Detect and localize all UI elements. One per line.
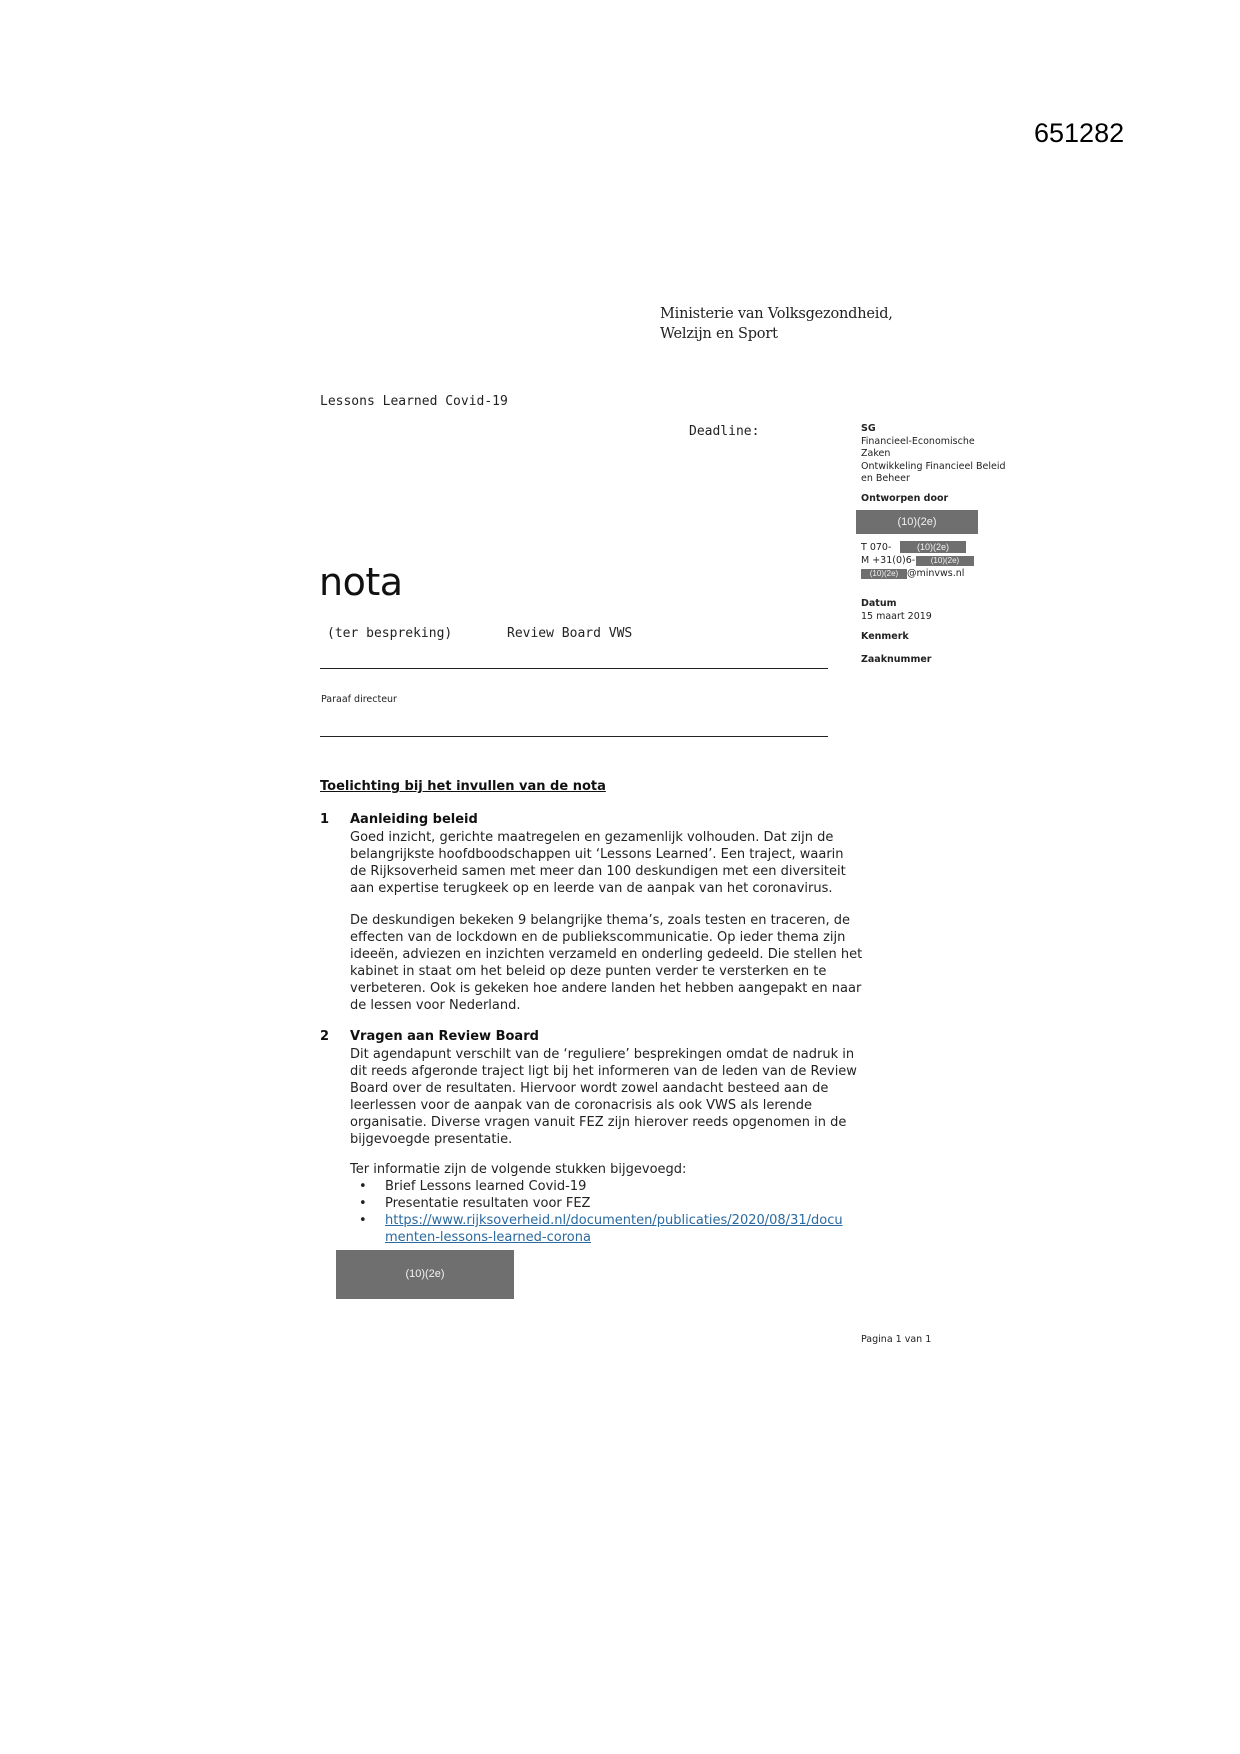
section-paragraph <box>350 912 870 1014</box>
case-number-label: Zaaknummer <box>861 653 932 665</box>
redaction-block: (10)(2e) <box>336 1250 514 1299</box>
text-line: ideeën, adviezen en inzichten verzameld en onderling gedeeld. Die stellen het <box>350 947 863 962</box>
text-line: kabinet in staat om het beleid op deze punten verder te versterken en te <box>350 964 827 979</box>
sidebar-metadata <box>861 423 1011 666</box>
publication-link[interactable] <box>385 1213 843 1245</box>
text-line: de lessen voor Nederland. <box>350 998 521 1013</box>
text-line: De deskundigen bekeken 9 belangrijke thema’s, zoals testen en traceren, de <box>350 913 850 928</box>
document-type-title: nota <box>319 560 403 604</box>
attachment-list <box>350 1178 870 1246</box>
section-paragraph <box>350 1046 870 1148</box>
list-item <box>350 1178 870 1195</box>
recipient-label: Review Board VWS <box>507 626 633 641</box>
section-paragraph <box>350 1161 870 1178</box>
link-text: menten-lessons-learned-corona <box>385 1230 591 1245</box>
section-paragraph <box>350 829 870 897</box>
section-number: 1 <box>320 812 330 827</box>
section-title: Aanleiding beleid <box>350 812 478 827</box>
bullet-icon: • <box>359 1213 367 1228</box>
text-line: verbeteren. Ook is gekeken hoe andere landen het hebben aangepakt en naar <box>350 981 862 996</box>
text-line: organisatie. Diverse vragen vanuit FEZ zijn hierover reeds opgenomen in de <box>350 1115 847 1130</box>
divider-line <box>320 736 828 737</box>
text-line: belangrijkste hoofdboodschappen uit ‘Lessons Learned’. Een traject, waarin <box>350 847 844 862</box>
bullet-icon: • <box>359 1179 367 1194</box>
mobile-line <box>861 555 1011 568</box>
email-suffix: @minvws.nl <box>907 568 965 579</box>
phone-line <box>861 542 1011 555</box>
section-number: 2 <box>320 1029 330 1044</box>
link-text: https://www.rijksoverheid.nl/documenten/publicaties/2020/08/31/docu <box>385 1213 843 1228</box>
email-line <box>861 568 1011 581</box>
page-number: Pagina 1 van 1 <box>861 1334 932 1345</box>
list-item <box>350 1195 870 1212</box>
date-label: Datum <box>861 598 897 609</box>
org-unit-code: SG <box>861 423 876 434</box>
ministry-logo-text <box>660 304 893 344</box>
phone-prefix: T 070- <box>861 542 892 553</box>
list-item <box>350 1212 870 1246</box>
text-line: Ter informatie zijn de volgende stukken bijgevoegd: <box>350 1162 687 1177</box>
divider-line <box>320 668 828 669</box>
document-number: 651282 <box>1034 118 1125 148</box>
text-line: de Rijksoverheid samen met meer dan 100 deskundigen met een diversiteit <box>350 864 846 879</box>
text-line: leerlessen voor de aanpak van de coronacrisis als ook VWS als lerende <box>350 1098 812 1113</box>
text-line: aan expertise terugkeek op en leerde van de aanpak van het coronavirus. <box>350 881 833 896</box>
redaction-block: (10)(2e) <box>856 510 978 534</box>
text-line: Dit agendapunt verschilt van de ‘reguliere’ besprekingen omdat de nadruk in <box>350 1047 855 1062</box>
redaction-block: (10)(2e) <box>861 569 907 579</box>
paraaf-label: Paraaf directeur <box>321 694 397 705</box>
text-line: effecten van de lockdown en de publiekscommunicatie. Op ieder thema zijn <box>350 930 846 945</box>
org-line: en Beheer <box>861 473 910 484</box>
section-title: Vragen aan Review Board <box>350 1029 539 1044</box>
org-line: Ontwikkeling Financieel Beleid <box>861 460 1006 472</box>
text-line: Board over de resultaten. Hiervoor wordt zowel aandacht besteed aan de <box>350 1081 829 1096</box>
mobile-prefix: M +31(0)6- <box>861 555 916 566</box>
deadline-label: Deadline: <box>689 424 760 439</box>
text-line: Goed inzicht, gerichte maatregelen en gezamenlijk volhouden. Dat zijn de <box>350 830 834 845</box>
redaction-block: (10)(2e) <box>916 556 974 566</box>
subject-line: Lessons Learned Covid-19 <box>320 394 508 409</box>
text-line: bijgevoegde presentatie. <box>350 1132 513 1147</box>
list-item-text: Presentatie resultaten voor FEZ <box>385 1196 591 1211</box>
ministry-line-1: Ministerie van Volksgezondheid, <box>660 306 893 322</box>
ministry-line-2: Welzijn en Sport <box>660 326 778 342</box>
text-line: dit reeds afgeronde traject ligt bij het informeren van de leden van de Review <box>350 1064 857 1079</box>
status-label: (ter bespreking) <box>327 626 453 641</box>
list-item-text: Brief Lessons learned Covid-19 <box>385 1179 587 1194</box>
org-line: Zaken <box>861 448 891 459</box>
section-heading: Toelichting bij het invullen van de nota <box>320 779 606 794</box>
org-line: Financieel-Economische <box>861 435 975 447</box>
date-value: 15 maart 2019 <box>861 610 932 622</box>
redaction-block: (10)(2e) <box>900 541 966 553</box>
bullet-icon: • <box>359 1196 367 1211</box>
reference-label: Kenmerk <box>861 631 909 642</box>
designed-by-label: Ontworpen door <box>861 492 949 504</box>
